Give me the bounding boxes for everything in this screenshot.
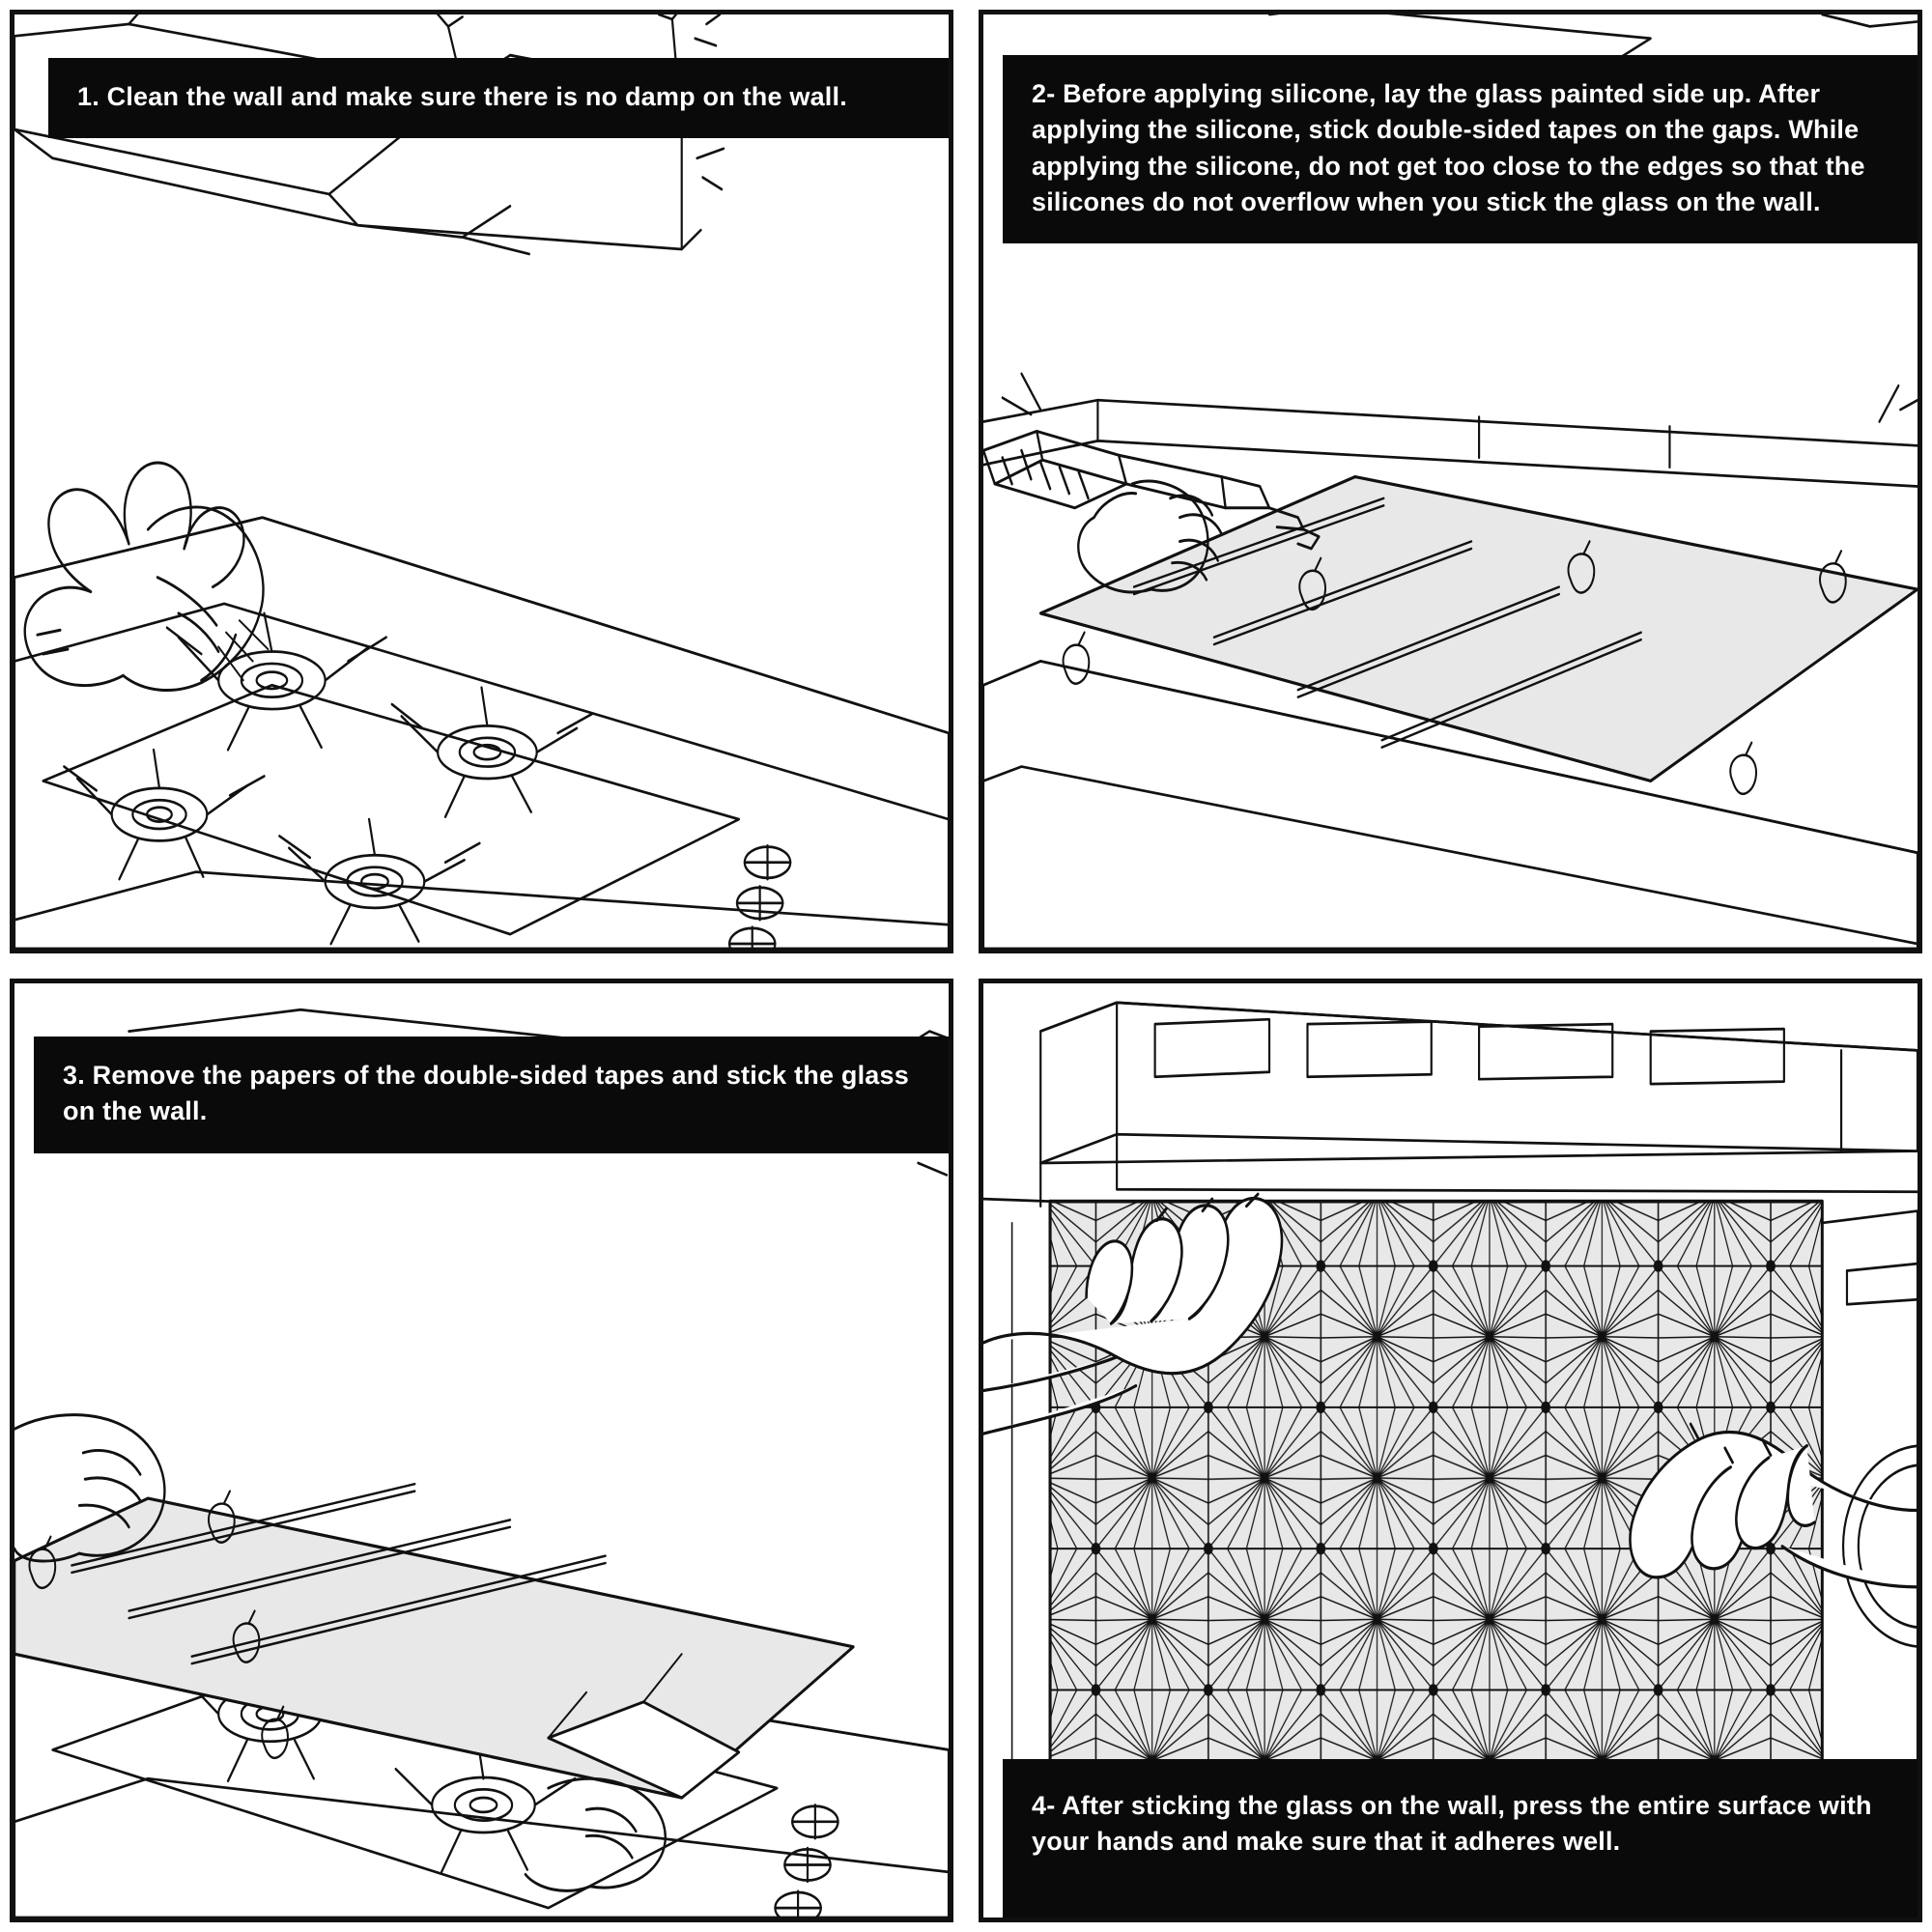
panel-2-caption: 2- Before applying silicone, lay the glass painted side up. After applying the silicone, stick double-sided tapes on the gaps. While applying the silicone, do not get too close to the edges so that the silicones do not overflow when you stick the glass on the wall. [1003, 55, 1918, 243]
panel-4-caption: 4- After sticking the glass on the wall, press the entire surface with your hands and make sure that it adheres well. [1003, 1759, 1918, 1918]
panel-1-caption: 1. Clean the wall and make sure there is no damp on the wall. [48, 58, 952, 138]
panel-3-caption: 3. Remove the papers of the double-sided tapes and stick the glass on the wall. [34, 1037, 952, 1153]
panel-2 [979, 10, 1922, 953]
panel-1 [10, 10, 953, 953]
panel-3 [10, 979, 953, 1922]
panel-1-illustration [14, 14, 949, 949]
panel-4 [979, 979, 1922, 1922]
